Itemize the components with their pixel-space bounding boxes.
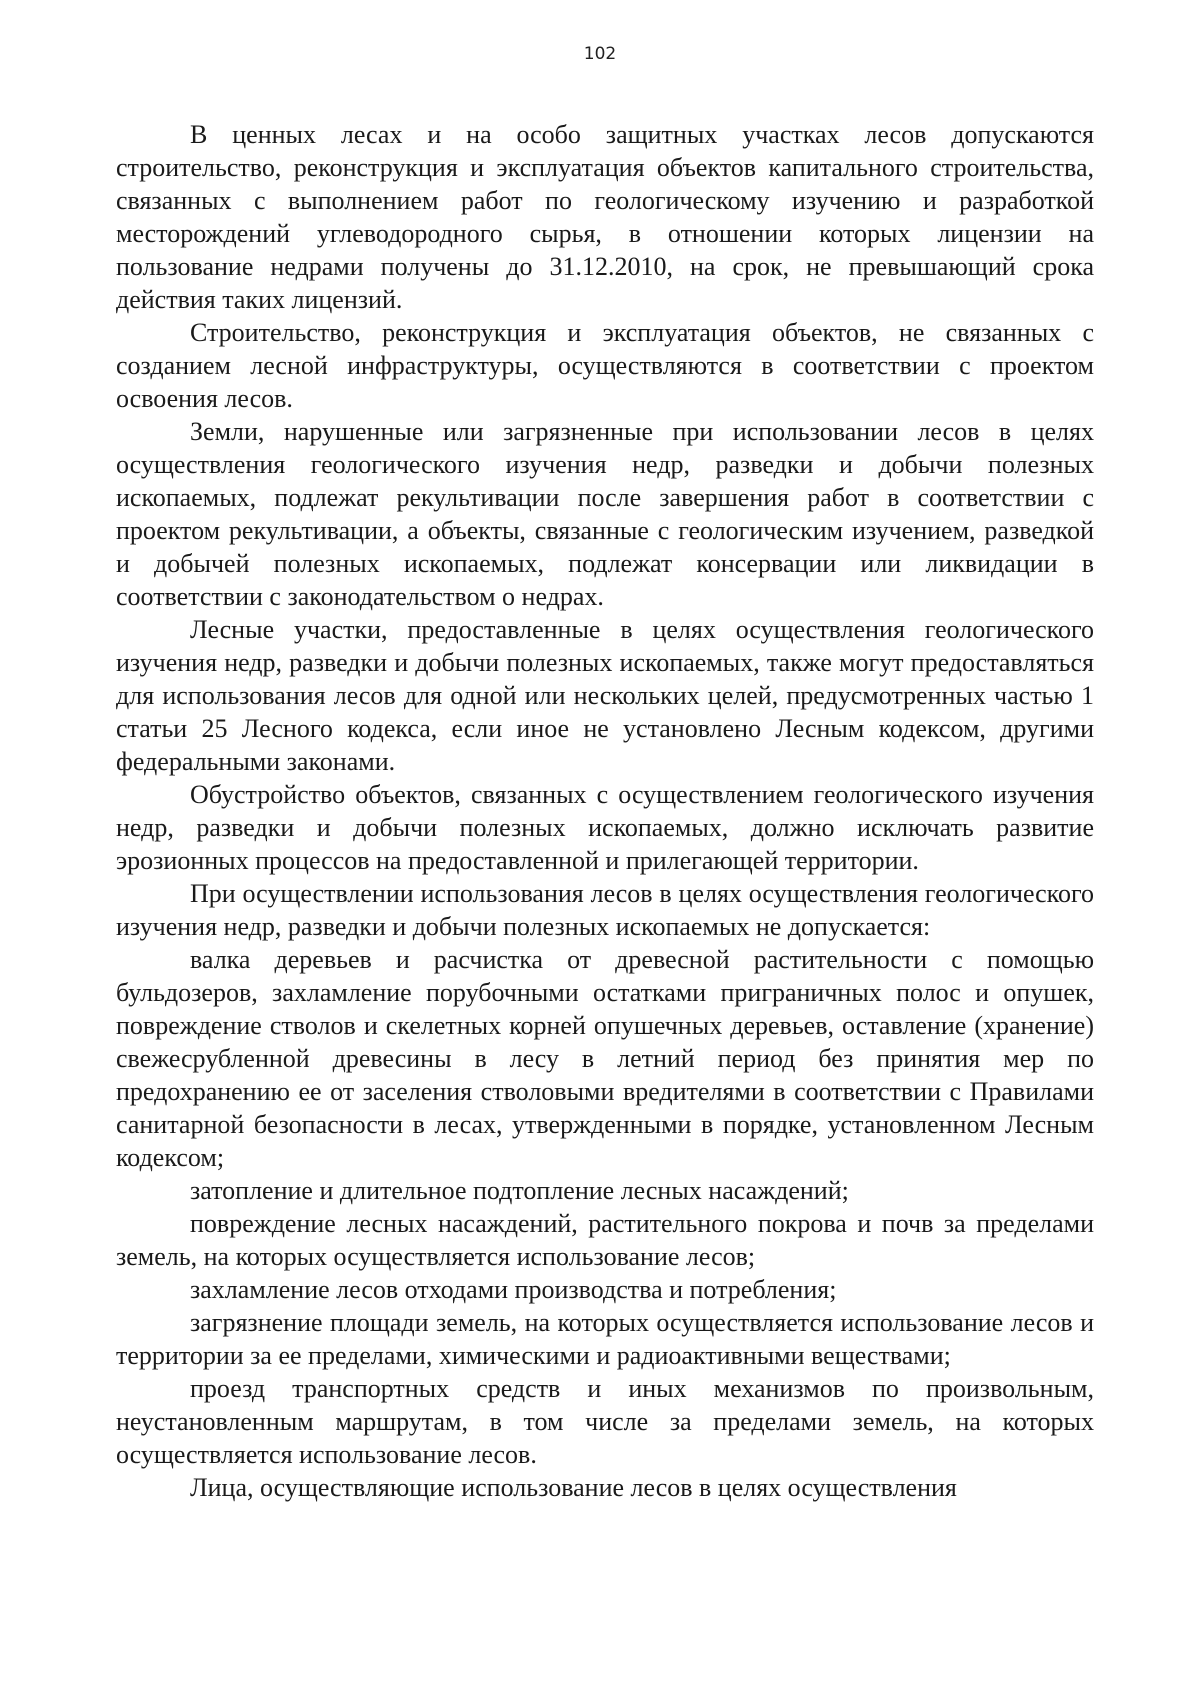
paragraph-valuable-forests: В ценных лесах и на особо защитных участках лесов допускаются строительство, реконструкция и эксплуатация объектов капитального строительства, связанных с выполнением работ по геологическому изучению и разработкой месторождений углеводородного сырья, в отношении которых лицензии на пользование недрами получены до 31.12.2010, на срок, не превышающий срока действия таких лицензий. xyxy=(116,120,1094,314)
list-item: захламление лесов отходами производства и потребления; xyxy=(190,1275,837,1304)
paragraph-erosion: Обустройство объектов, связанных с осуществлением геологического изучения недр, разведки и добычи полезных ископаемых, должно исключать развитие эрозионных процессов на предоставленной и прилегающей территории. xyxy=(116,780,1094,875)
list-item: повреждение лесных насаждений, растительного покрова и почв за пределами земель, на которых осуществляется использование лесов; xyxy=(116,1209,1094,1271)
page-number: 102 xyxy=(583,44,617,64)
paragraph-final: Лица, осуществляющие использование лесов в целях осуществления xyxy=(190,1473,957,1502)
paragraph-construction: Строительство, реконструкция и эксплуатация объектов, не связанных с созданием лесной инфраструктуры, осуществляются в соответствии с проектом освоения лесов. xyxy=(116,318,1094,413)
list-item: затопление и длительное подтопление лесных насаждений; xyxy=(190,1176,849,1205)
list-item: валка деревьев и расчистка от древесной растительности с помощью бульдозеров, захламление порубочными остатками приграничных полос и опушек, повреждение стволов и скелетных корней опушечных деревьев, оставление (хранение) свежесрубленной древесины в лесу в летний период без принятия мер по предохранению ее от заселения стволовыми вредителями в соответствии с Правилами санитарной безопасности в лесах, утвержденными в порядке, установленном Лесным кодексом; xyxy=(116,945,1094,1172)
list-item: проезд транспортных средств и иных механизмов по произвольным, неустановленным маршрутам, в том числе за пределами земель, на которых осуществляется использование лесов. xyxy=(116,1374,1094,1469)
document-body xyxy=(116,118,1094,1504)
paragraph-prohibitions-intro: При осуществлении использования лесов в целях осуществления геологического изучения недр, разведки и добычи полезных ископаемых не допускается: xyxy=(116,879,1094,941)
list-item: загрязнение площади земель, на которых осуществляется использование лесов и территории за ее пределами, химическими и радиоактивными веществами; xyxy=(116,1308,1094,1370)
paragraph-forest-plots: Лесные участки, предоставленные в целях осуществления геологического изучения недр, разведки и добычи полезных ископаемых, также могут предоставляться для использования лесов для одной или нескольких целей, предусмотренных частью 1 статьи 25 Лесного кодекса, если иное не установлено Лесным кодексом, другими федеральными законами. xyxy=(116,615,1094,776)
paragraph-land-reclamation: Земли, нарушенные или загрязненные при использовании лесов в целях осуществления геологического изучения недр, разведки и добычи полезных ископаемых, подлежат рекультивации после завершения работ в соответствии с проектом рекультивации, а объекты, связанные с геологическим изучением, разведкой и добычей полезных ископаемых, подлежат консервации или ликвидации в соответствии с законодательством о недрах. xyxy=(116,417,1094,611)
